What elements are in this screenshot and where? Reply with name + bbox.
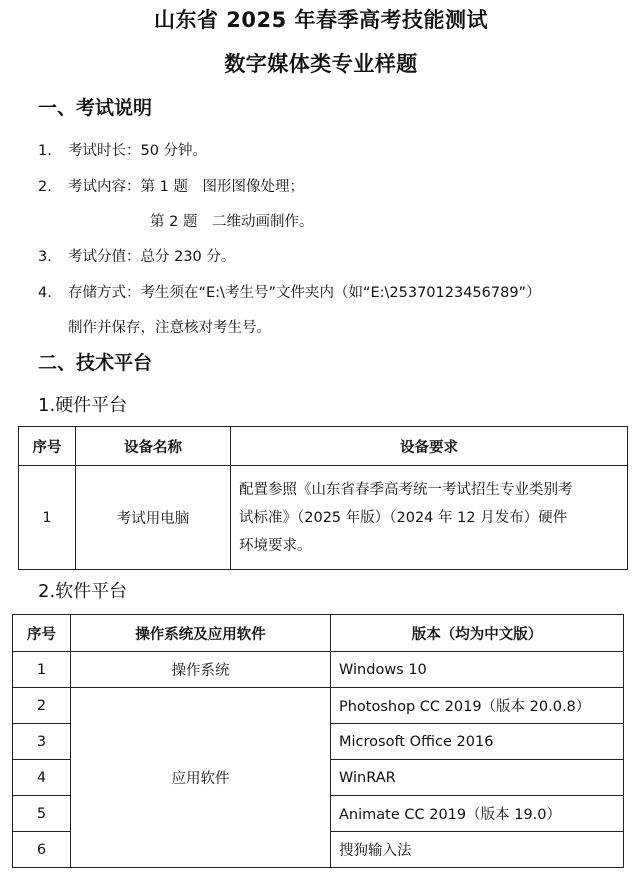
hardware-table [18, 426, 628, 570]
column-header: 序号 [19, 427, 76, 466]
document-subtitle: 数字媒体类专业样题 [224, 52, 418, 76]
document-title: 山东省 2025 年春季高考技能测试 [153, 8, 489, 32]
version-cell: WinRAR [331, 760, 624, 796]
section-heading-tech-platform: 二、技术平台 [38, 352, 153, 374]
requirement-line: 试标准》（2025 年版）（2024 年 12 月发布）硬件 [239, 509, 568, 526]
column-header: 版本（均为中文版） [331, 615, 624, 652]
table-cell: 6 [13, 832, 71, 868]
version-cell: Microsoft Office 2016 [331, 724, 624, 760]
table-row [13, 652, 624, 688]
table-cell: 考试用电脑 [76, 466, 231, 570]
requirement-line: 配置参照《山东省春季高考统一考试招生专业类别考 [239, 481, 573, 498]
table-cell: 1 [19, 466, 76, 570]
column-header: 序号 [13, 615, 71, 652]
exam-content-text: 考试内容：第 1 题 图形图像处理； [68, 179, 304, 195]
category-cell: 操作系统 [71, 652, 331, 688]
table-header-row [19, 427, 628, 466]
software-table [12, 614, 624, 868]
item-number: 2. [38, 179, 52, 195]
requirement-cell [231, 466, 628, 570]
section-heading-exam-info: 一、考试说明 [38, 97, 153, 119]
exam-duration-text: 考试时长：50 分钟。 [68, 143, 208, 159]
item-number: 1. [38, 143, 52, 159]
hardware-platform-heading: 1.硬件平台 [38, 395, 128, 416]
item-number: 4. [38, 285, 52, 301]
table-cell: 2 [13, 688, 71, 724]
exam-content-continuation: 第 2 题 二维动画制作。 [150, 214, 314, 230]
version-cell: Animate CC 2019（版本 19.0） [331, 796, 624, 832]
item-number: 3. [38, 249, 52, 265]
exam-score-text: 考试分值：总分 230 分。 [68, 249, 236, 265]
version-cell: 搜狗输入法 [331, 832, 624, 868]
version-cell: Photoshop CC 2019（版本 20.0.8） [331, 688, 624, 724]
requirement-line: 环境要求。 [239, 537, 312, 554]
column-header: 设备名称 [76, 427, 231, 466]
table-header-row [13, 615, 624, 652]
table-cell: 4 [13, 760, 71, 796]
table-cell: 3 [13, 724, 71, 760]
storage-method-continuation: 制作并保存，注意核对考生号。 [68, 320, 271, 336]
table-cell: 1 [13, 652, 71, 688]
category-cell: 应用软件 [71, 688, 331, 868]
table-row [19, 466, 628, 570]
column-header: 设备要求 [231, 427, 628, 466]
column-header: 操作系统及应用软件 [71, 615, 331, 652]
software-platform-heading: 2.软件平台 [38, 581, 128, 602]
version-cell: Windows 10 [331, 652, 624, 688]
table-cell: 5 [13, 796, 71, 832]
storage-method-text: 存储方式：考生须在“E:\考生号”文件夹内（如“E:\25370123456789”） [68, 285, 541, 301]
table-row [13, 688, 624, 724]
